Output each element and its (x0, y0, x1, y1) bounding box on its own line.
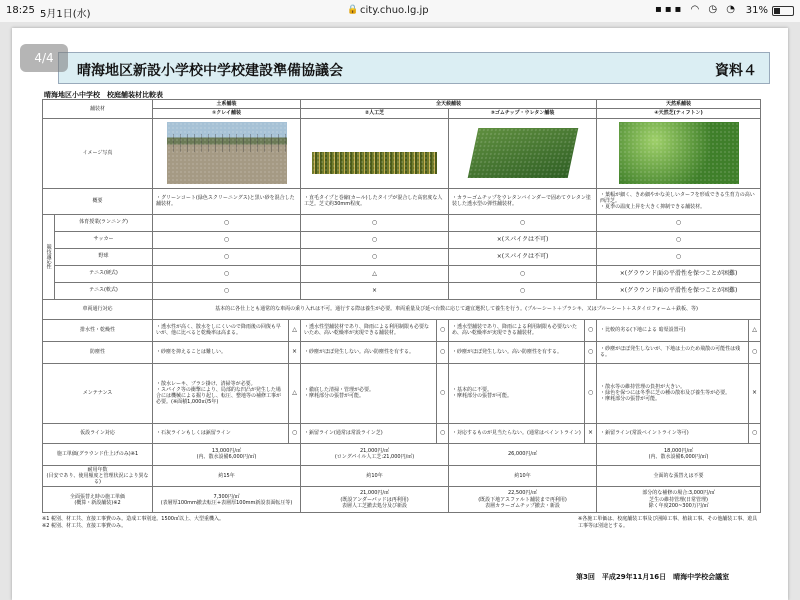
overview-cell (597, 188, 761, 214)
signal-wifi-icons: ▪▪▪ ◠ ◷ ◔ (654, 4, 738, 15)
criterion-mark: ○ (437, 319, 449, 341)
suitability-mark: ○ (153, 231, 301, 248)
suitability-mark: △ (301, 265, 449, 282)
column-header: ①クレイ舗装 (153, 109, 301, 118)
criterion-mark: △ (289, 363, 301, 423)
criterion-mark: ○ (749, 423, 761, 443)
criterion-text (597, 423, 749, 443)
criterion-text (301, 363, 437, 423)
rubber-chip-photo (467, 128, 578, 178)
criterion-label: 排水性・乾燥性 (43, 319, 153, 341)
criterion-text (449, 363, 585, 423)
status-time: 18:25 (6, 5, 35, 16)
criterion-mark: ○ (437, 341, 449, 363)
group-header: 土系舗装 (153, 100, 301, 109)
suitability-mark: ○ (597, 214, 761, 231)
bullet-item: ・ 透水性が高く、散水をしにくいので降雨後の回復も早いが、他に比べると乾燥率は高まる。 (156, 324, 285, 337)
overview-label: 概要 (43, 188, 153, 214)
bullet-item: ・ グリーンコート(緑色スクリーニングス)と黒い砂を混合した舗装材。 (156, 195, 297, 208)
bullet-item: ・ 砂塵がほぼ発生しない。高い防塵性を有する。 (304, 349, 433, 355)
group-header: 全天候舗装 (301, 100, 597, 109)
bullet-list (304, 430, 433, 436)
suitability-mark: ○ (153, 214, 301, 231)
suitability-mark: ○ (597, 231, 761, 248)
bullet-item: ・ 夏季の温度上昇を大きく抑制できる舗装材。 (600, 204, 757, 210)
document-label: 資料４ (715, 63, 757, 79)
bullet-list (304, 195, 445, 208)
group-header: 天然系舗装 (597, 100, 761, 109)
material-label: 舗装材 (43, 100, 153, 119)
footnotes-right (578, 516, 758, 529)
vehicle-text: 基本的に各仕上とも通常的な車両の乗り入れは不可。通行する際は養生が必要。車両重量及び延べ台数に応じて適宜選択して養生を行う。(プルーシート＋プラシキ、又はプルーシート＋スタイロフォーム＋鉄板、等) (153, 299, 761, 319)
bullet-item: ・ 砂塵がほぼ発生しないが、下地は土のため飛散の可能性は残る。 (600, 346, 745, 359)
document-header (58, 52, 770, 84)
bullet-list (156, 381, 285, 406)
bullet-list (600, 192, 757, 211)
bullet-item: ・ 徹底した清掃・管理が必要。 (304, 387, 433, 393)
overview-cell (301, 188, 449, 214)
suitability-mark: × (301, 282, 449, 299)
bullet-item: ・ 葉幅が細く、きめ細やかな美しいターフを形成できる生育力の高い西洋芝。 (600, 192, 757, 205)
replace-label: 全面張替え時の施工単価 (概算・新設舗装)※2 (43, 487, 153, 513)
bullet-list (156, 324, 285, 337)
suitability-mark: ○ (153, 282, 301, 299)
bullet-item: ・ 基本的に不要。 (452, 387, 581, 393)
lock-icon: 🔒 (347, 5, 359, 15)
grass-photo-cell (597, 118, 761, 188)
suitability-mark: ○ (301, 231, 449, 248)
criterion-text (153, 319, 289, 341)
criterion-text (597, 319, 749, 341)
suitability-mark: ×(グラウンド面の平滑性を保つことが困難) (597, 282, 761, 299)
natural-grass-photo (619, 122, 739, 184)
clay-photo-cell (153, 118, 301, 188)
suitability-label: 競技適応性 (43, 214, 55, 299)
bullet-list (600, 327, 745, 333)
bullet-item: ・ 砂塵を抑えることは難しい。 (156, 349, 285, 355)
criterion-mark: × (585, 423, 597, 443)
criterion-mark: ○ (749, 341, 761, 363)
bullet-list (452, 324, 581, 337)
page-counter: 4/4 (20, 44, 68, 72)
vehicle-label: 車両通行対応 (43, 299, 153, 319)
bullet-list (600, 430, 745, 436)
battery-icon (772, 6, 794, 16)
criterion-text (153, 363, 289, 423)
column-header: ③ゴムチップ・ウレタン舗装 (449, 109, 597, 118)
suitability-mark: ○ (449, 214, 597, 231)
replace-value: 7,300円/㎡ (表層厚100mm撤去転圧+表層厚100mm新設表面転圧等) (153, 487, 301, 513)
criterion-text (301, 423, 437, 443)
turf-photo-cell (301, 118, 449, 188)
criterion-text (449, 423, 585, 443)
status-date: 5月1日(水) (40, 9, 91, 20)
column-header: ④天然芝(ティフトン) (597, 109, 761, 118)
criterion-mark: ○ (289, 423, 301, 443)
life-value: 約10年 (301, 465, 449, 487)
bullet-list (304, 349, 433, 355)
bullet-item: ・ 散水等の維持管理の負担が大きい。 (600, 384, 745, 390)
bullet-list (452, 387, 581, 400)
footnotes-left (42, 516, 224, 529)
address-bar-url[interactable]: city.chuo.lg.jp (360, 5, 429, 16)
bullet-item: ・ 散水レーキ、ブラシ掛け、清掃等が必要。 (156, 381, 285, 387)
footnote: ※1 税別、材工共、直接工事費のみ。造成工事別途。1500㎡以上、大型重機入。 (42, 516, 224, 522)
suitability-mark: ○ (301, 214, 449, 231)
status-bar (0, 0, 800, 22)
suitability-mark: ○ (153, 265, 301, 282)
suitability-mark: ○ (449, 282, 597, 299)
clay-field-photo (167, 122, 287, 184)
bullet-item: ・ 透水型舗装であり、降雨による利用制限も必要ないため、高い乾燥率が実現できる舗装材。 (452, 324, 581, 337)
life-value: 約15年 (153, 465, 301, 487)
suitability-mark: ○ (597, 248, 761, 265)
bullet-item: ・ 鋲留ライン(常設ペイントライン等可) (600, 430, 745, 436)
image-label: イメージ写真 (43, 118, 153, 188)
suitability-mark: ×(スパイクは不可) (449, 231, 597, 248)
bullet-list (600, 384, 745, 403)
cost-value: 21,000円/㎡ (ロングパイル人工芝:21,000円/㎡) (301, 443, 449, 465)
battery-percent: 31% (745, 5, 768, 16)
bullet-item: ・ 摩耗部分の張替が可能。 (304, 393, 433, 399)
bullet-item: ・ 透水性型舗装材であり、降雨による利用制限も必要ないため、高い乾燥率が実現できる舗装材。 (304, 324, 433, 337)
document-title: 晴海地区新設小学校中学校建設準備協議会 (77, 63, 343, 79)
criterion-mark: ○ (585, 363, 597, 423)
bullet-list (452, 195, 593, 208)
criterion-mark: △ (749, 319, 761, 341)
criterion-mark: ○ (437, 363, 449, 423)
criterion-mark: ○ (437, 423, 449, 443)
replace-value: 22,500円/㎡ (既設下地アスファルト舗装まで再利用) 表層カラーゴムチップ撤去・新設 (449, 487, 597, 513)
rubber-photo-cell (449, 118, 597, 188)
suitability-mark: ○ (449, 265, 597, 282)
sport-name: テニス(硬式) (55, 265, 153, 282)
bullet-item: ・ 摩耗部分の張替が可能。 (600, 396, 745, 402)
criterion-label: 仮設ライン対応 (43, 423, 153, 443)
criterion-text (597, 341, 749, 363)
replace-value: 21,000円/㎡ (既設アンダーパッドは再利用) 表層人工芝撤去処分及び新設 (301, 487, 449, 513)
bullet-list (304, 387, 433, 400)
criterion-text (153, 423, 289, 443)
bullet-list (156, 430, 285, 436)
suitability-mark: ×(グラウンド面の平滑性を保つことが困難) (597, 265, 761, 282)
bullet-list (452, 430, 581, 436)
bullet-item: ・ 比較的劣る(下地による 暗渠設置可) (600, 327, 745, 333)
criterion-mark: × (749, 363, 761, 423)
footnote: ※各施工単価は、校庭舗装工事及び囲障工事、植栽工事、その他舗装工事、遊具工事等は別途とする。 (578, 516, 758, 529)
life-label: 耐用年数 (目安であり、使用頻度と管理状況により異なる) (43, 465, 153, 487)
criterion-text (153, 341, 289, 363)
sport-name: 野球 (55, 248, 153, 265)
replace-value: 部分的な補修の場合:3,000円/㎡ 芝生の維持管理(日常管理) 除く年度200~300万円/㎡ (597, 487, 761, 513)
bullet-item: ・ 緑色を保つには冬季に芝の種の散布及び養生等が必要。 (600, 390, 745, 396)
bullet-list (304, 324, 433, 337)
cost-value: 13,000円/㎡ (内、散水設備6,000円/㎡) (153, 443, 301, 465)
comparison-table (42, 99, 761, 513)
criterion-mark: ○ (585, 319, 597, 341)
criterion-text (449, 319, 585, 341)
criterion-label: 防塵性 (43, 341, 153, 363)
bullet-item: ・ 砂塵がほぼ発生しない。高い防塵性を有する。 (452, 349, 581, 355)
cost-label: 施工単価(グラウンド仕上げのみ)※1 (43, 443, 153, 465)
criterion-text (301, 319, 437, 341)
criterion-mark: ○ (585, 341, 597, 363)
bullet-item: ・ 対応するものが見当たらない。(通常はペイントライン) (452, 430, 581, 436)
bullet-item: ・ カラーゴムチップをウレタンバインダーで固めてウレタン塗装した透水型の弾性舗装材。 (452, 195, 593, 208)
life-value: 約10年 (449, 465, 597, 487)
criterion-mark: × (289, 341, 301, 363)
cost-value: 26,000円/㎡ (449, 443, 597, 465)
artificial-turf-photo (312, 152, 437, 174)
bullet-item: ・ 摩耗部分の張替が可能。 (452, 393, 581, 399)
footnote: ※2 税別、材工共、直接工事費のみ。 (42, 522, 127, 529)
bullet-list (600, 346, 745, 359)
suitability-mark: ○ (153, 248, 301, 265)
overview-cell (153, 188, 301, 214)
criterion-mark: △ (289, 319, 301, 341)
sport-name: サッカー (55, 231, 153, 248)
bullet-item: ・ スパイク等の衝撃により、局部的な凹凸が発生した場合には機械による掘り起し、転圧、整地等の補修工事が必要。(※面積1,000㎡/5年) (156, 387, 285, 406)
suitability-mark: ○ (301, 248, 449, 265)
table-title: 晴海地区小中学校 校庭舗装材比較表 (44, 91, 163, 99)
suitability-mark: ×(スパイクは不可) (449, 248, 597, 265)
bullet-list (156, 195, 297, 208)
meeting-footer: 第3回 平成29年11月16日 晴海中学校会議室 (576, 573, 730, 581)
column-header: ②人工芝 (301, 109, 449, 118)
bullet-item: ・ 石灰ラインもしくは鋲留ライン (156, 430, 285, 436)
life-value: 全面的な張替えは不要 (597, 465, 761, 487)
bullet-item: ・ 直毛タイプと巻縮(カール)したタイプが混合した高密度な人工芝。芝丈約30mm程度。 (304, 195, 445, 208)
sport-name: テニス(軟式) (55, 282, 153, 299)
criterion-label: メンテナンス (43, 363, 153, 423)
overview-cell (449, 188, 597, 214)
bullet-list (452, 349, 581, 355)
bullet-item: ・ 鋲留ライン(通常は常設ライン芝) (304, 430, 433, 436)
sport-name: 体育授業(ランニング) (55, 214, 153, 231)
bullet-list (156, 349, 285, 355)
criterion-text (597, 363, 749, 423)
cost-value: 18,000円/㎡ (内、散水設備6,000円/㎡) (597, 443, 761, 465)
criterion-text (449, 341, 585, 363)
criterion-text (301, 341, 437, 363)
